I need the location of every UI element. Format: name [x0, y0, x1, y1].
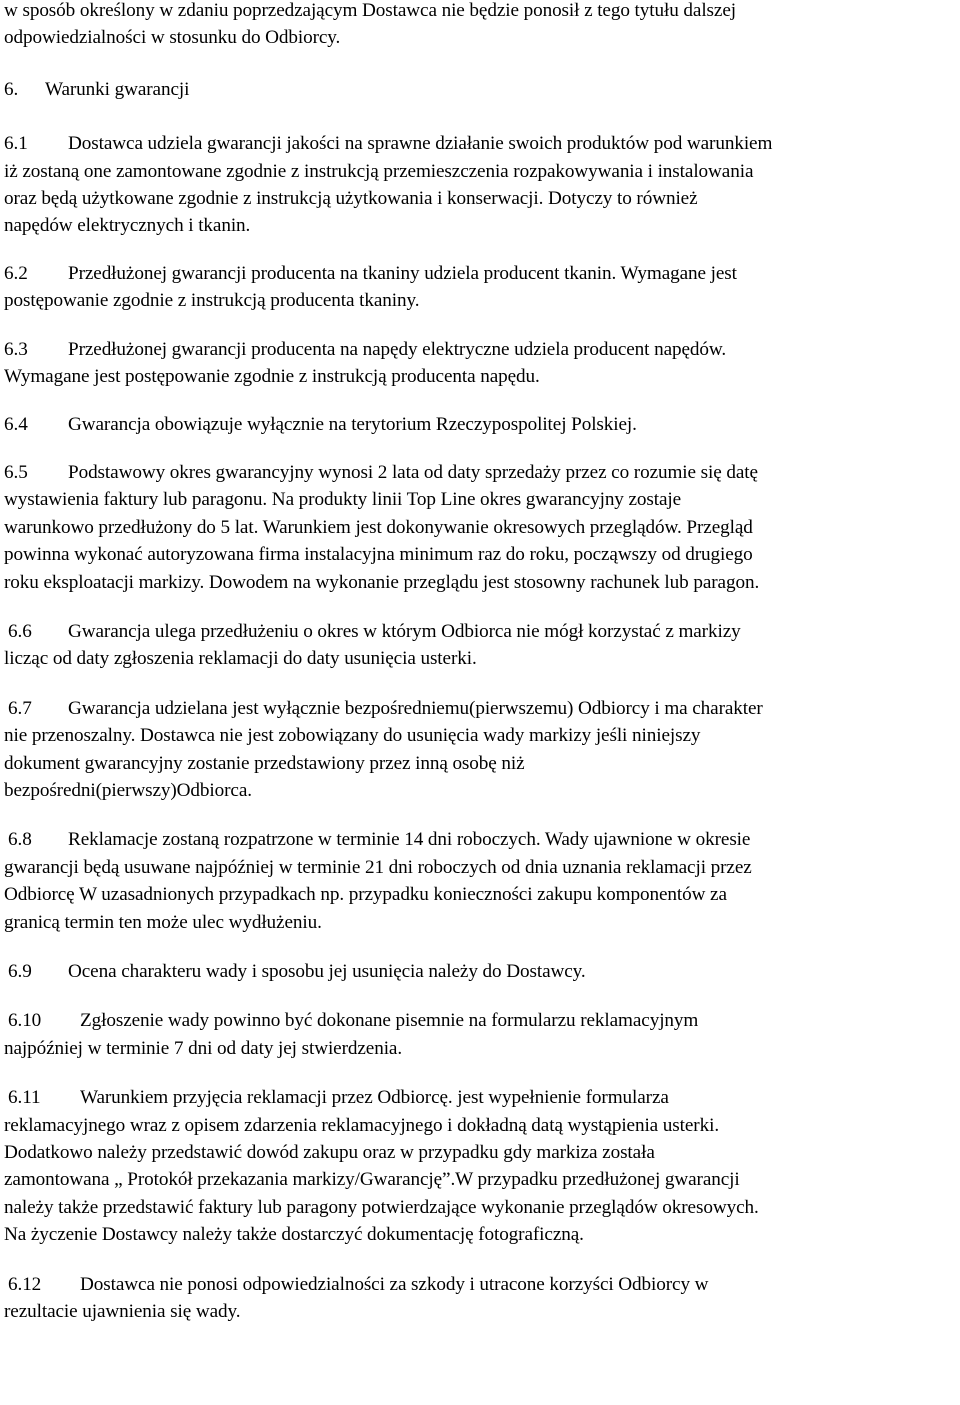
- section-number: 6.: [4, 78, 19, 100]
- text-line: Dodatkowo należy przedstawić dowód zakupu oraz w przypadku gdy markiza została: [4, 1142, 655, 1163]
- text-line: dokument gwarancyjny zostanie przedstawiony przez inną osobę niż: [4, 752, 525, 774]
- text-line: Dostawca nie ponosi odpowiedzialności za szkody i utracone korzyści Odbiorcy w: [80, 1273, 709, 1295]
- text-line: Gwarancja ulega przedłużeniu o okres w którym Odbiorca nie mógł korzystać z markizy: [68, 620, 741, 642]
- paragraph-6-2: [4, 260, 956, 315]
- text-line: bezpośredni(pierwszy)Odbiorca.: [4, 779, 252, 801]
- paragraph-6-4: [4, 411, 956, 438]
- text-line: iż zostaną one zamontowane zgodnie z instrukcją przemieszczenia rozpakowywania i instalowania: [4, 160, 754, 182]
- text-line: warunkowo przedłużony do 5 lat. Warunkiem jest dokonywanie okresowych przeglądów. Przegląd: [4, 516, 753, 538]
- text-line: licząc od daty zgłoszenia reklamacji do daty usunięcia usterki.: [4, 648, 477, 670]
- text-line: rezultacie ujawnienia się wady.: [4, 1301, 241, 1323]
- text-line: wystawienia faktury lub paragonu. Na produkty linii Top Line okres gwarancyjny zostaje: [4, 489, 682, 511]
- text-line: Przedłużonej gwarancji producenta na napędy elektryczne udziela producent napędów.: [68, 338, 727, 360]
- text-line: Przedłużonej gwarancji producenta na tkaniny udziela producent tkanin. Wymagane jest: [68, 262, 737, 284]
- text-line: powinna wykonać autoryzowana firma instalacyjna minimum raz do roku, począwszy od drugiego: [4, 544, 753, 566]
- paragraph-6-1: [4, 130, 956, 240]
- text-line: oraz będą użytkowane zgodnie z instrukcją użytkowania i konserwacji. Dotyczy to również: [4, 188, 698, 210]
- section-title: Warunki gwarancji: [45, 78, 190, 100]
- paragraph-number: 6.10: [8, 1010, 42, 1032]
- text-line: Podstawowy okres gwarancyjny wynosi 2 lata od daty sprzedaży przez co rozumie się datę: [68, 461, 758, 483]
- text-line: zamontowana „ Protokół przekazania markizy/Gwarancję”.W przypadku przedłużonej gwarancji: [4, 1169, 740, 1191]
- paragraph-number: 6.3: [4, 338, 28, 360]
- text-line: gwarancji będą usuwane najpóźniej w terminie 21 dni roboczych od dnia uznania reklamacji przez: [4, 856, 752, 878]
- text-line: roku eksploatacji markizy. Dowodem na wykonanie przeglądu jest stosowny rachunek lub paragon.: [4, 571, 760, 593]
- text-line: postępowanie zgodnie z instrukcją producenta tkaniny.: [4, 290, 420, 312]
- text-line: Ocena charakteru wady i sposobu jej usunięcia należy do Dostawcy.: [68, 960, 586, 982]
- text-line: Na życzenie Dostawcy należy także dostarczyć dokumentację fotograficzną.: [4, 1224, 584, 1246]
- paragraph-6-7: [4, 695, 956, 805]
- paragraph-number: 6.9: [8, 960, 32, 982]
- text-line: nie przenoszalny. Dostawca nie jest zobowiązany do usunięcia wady markizy jeśli niniejszy: [4, 725, 701, 747]
- text-line: Odbiorcę W uzasadnionych przypadkach np. przypadku konieczności zakupu komponentów za: [4, 884, 727, 906]
- intro-paragraph: [4, 0, 956, 52]
- paragraph-6-9: [4, 958, 956, 985]
- text-line: odpowiedzialności w stosunku do Odbiorcy.: [4, 27, 341, 49]
- text-line: należy także przedstawić faktury lub paragony potwierdzające wykonanie przeglądów okresowych.: [4, 1196, 759, 1218]
- text-line: w sposób określony w zdaniu poprzedzającym Dostawca nie będzie ponosił z tego tytułu dalszej: [4, 0, 736, 21]
- document-page: [4, 0, 956, 1325]
- paragraph-6-10: [4, 1007, 956, 1062]
- text-line: granicą termin ten może ulec wydłużeniu.: [4, 911, 322, 933]
- text-line: Gwarancja udzielana jest wyłącznie bezpośredniemu(pierwszemu) Odbiorcy i ma charakter: [68, 697, 763, 719]
- section-heading: [4, 76, 956, 103]
- paragraph-6-11: [4, 1084, 956, 1248]
- text-line: Zgłoszenie wady powinno być dokonane pisemnie na formularzu reklamacyjnym: [80, 1010, 699, 1032]
- paragraph-number: 6.2: [4, 262, 28, 284]
- paragraph-number: 6.7: [8, 697, 32, 719]
- paragraph-6-12: [4, 1271, 956, 1326]
- text-line: Dostawca udziela gwarancji jakości na sprawne działanie swoich produktów pod warunkiem: [68, 133, 773, 155]
- paragraph-6-8: [4, 826, 956, 936]
- text-line: napędów elektrycznych i tkanin.: [4, 215, 251, 237]
- paragraph-number: 6.11: [8, 1087, 41, 1109]
- text-line: reklamacyjnego wraz z opisem zdarzenia reklamacyjnego i dokładną datą wystąpienia usterki.: [4, 1114, 720, 1136]
- text-line: Wymagane jest postępowanie zgodnie z instrukcją producenta napędu.: [4, 366, 540, 388]
- paragraph-number: 6.12: [8, 1273, 42, 1295]
- text-line: Reklamacje zostaną rozpatrzone w terminie 14 dni roboczych. Wady ujawnione w okresie: [68, 829, 751, 851]
- paragraph-number: 6.5: [4, 461, 28, 483]
- paragraph-6-6: [4, 618, 956, 673]
- paragraph-number: 6.6: [8, 620, 32, 642]
- paragraph-6-3: [4, 336, 956, 391]
- paragraph-number: 6.1: [4, 133, 28, 155]
- paragraph-6-5: [4, 459, 956, 596]
- text-line: Gwarancja obowiązuje wyłącznie na terytorium Rzeczypospolitej Polskiej.: [68, 414, 637, 436]
- paragraph-number: 6.8: [8, 829, 32, 851]
- paragraph-number: 6.4: [4, 414, 28, 436]
- text-line: Warunkiem przyjęcia reklamacji przez Odbiorcę. jest wypełnienie formularza: [80, 1087, 669, 1109]
- text-line: najpóźniej w terminie 7 dni od daty jej stwierdzenia.: [4, 1037, 403, 1059]
